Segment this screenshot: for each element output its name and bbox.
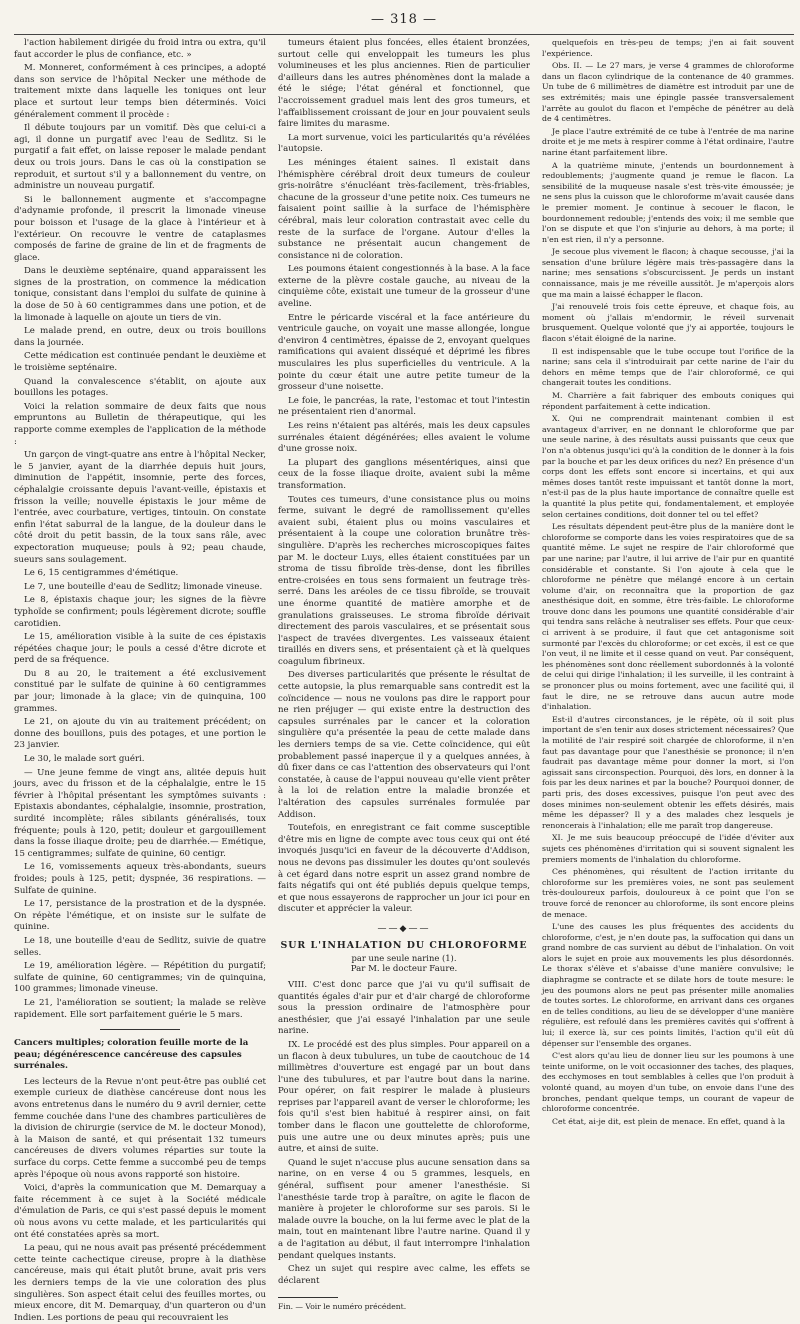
paragraph: Les reins n'étaient pas altérés, mais les deux capsules surrénales étaient dégénérées; elles avaient le volume d'une grosse noix.	[278, 421, 530, 455]
paragraph: Un garçon de vingt-quatre ans entre à l'hôpital Necker, le 5 janvier, ayant de la diarrhée depuis huit jours, diminution de l'appétit, insomnie, perte des forces, céphalalgie croissante depuis l'avant-veille, épistaxis et frisson la veille; nouvelle épistaxis le jour même de l'entrée, avec courbature, vertiges, tintouin. On constate enfin l'état saburral de la langue, de la douleur dans le côté droit du petit bassin, de la toux sans râle, avec expectoration muqueuse; pouls à 92; peau chaude, sueurs sans soulagement.	[14, 450, 266, 565]
paragraph: Les méninges étaient saines. Il existait dans l'hémisphère cérébral droit deux tumeurs de couleur gris-noirâtre s'énucléant très-facilement, très-friables, chacune de la grosseur d'une petite noix. Ces tumeurs ne faisaient point saillie à la surface de l'hémisphère cérébral, mais leur coloration contrastait avec celle du reste de la surface de l'organe. Autour d'elles la substance ne présentait aucun changement de consistance ni de coloration.	[278, 157, 530, 261]
column-right	[542, 38, 794, 1178]
paragraph: Voici, d'après la communication que M. Demarquay a faite récemment à ce sujet à la Société médicale d'émulation de Paris, ce qui s'est passé depuis le moment où nous avons vu cette malade, et les particularités qui ont été constatées après sa mort.	[14, 1183, 266, 1240]
column-middle	[278, 38, 530, 1312]
paragraph: La mort survenue, voici les particularités qu'a révélées l'autopsie.	[278, 132, 530, 155]
footnote-rule	[278, 1297, 338, 1298]
article-author: Par M. le docteur Faure.	[350, 963, 458, 974]
paragraph: Le 21, l'amélioration se soutient; la malade se relève rapidement. Elle sort parfaitement guérie le 5 mars.	[14, 997, 266, 1020]
paragraph: Les poumons étaient congestionnés à la base. A la face externe de la plèvre costale gauche, au niveau de la cinquième côte, existait une tumeur de la grosseur d'une aveline.	[278, 264, 530, 310]
paragraph: J'ai renouvelé trois fois cette épreuve, et chaque fois, au moment où j'allais m'endormir, le réveil survenait brusquement. Quelque volonté que j'y ai apportée, toujours le flacon s'était éloigné de la narine.	[542, 302, 794, 344]
paragraph: Le 16, vomissements aqueux très-abondants, sueurs froides; pouls à 125, petit; dyspnée, 36 respirations. — Sulfate de quinine.	[14, 862, 266, 896]
footnote: Fin. — Voir le numéro précédent.	[278, 1302, 407, 1312]
paragraph: C'est alors qu'au lieu de donner lieu sur les poumons à une teinte uniforme, on le voit occasionner des taches, des plaques, des ecchymoses en tout semblables à celles que l'on produit à volonté quand, au moyen d'un tube, on envoie dans l'une des bronches, pendant quelque temps, un courant de vapeur de chloroforme concentrée.	[542, 1051, 794, 1114]
paragraph: La plupart des ganglions mésentériques, ainsi que ceux de la fosse iliaque droite, avaient subi la même transformation.	[278, 457, 530, 491]
paragraph: Le 7, une bouteille d'eau de Sedlitz; limonade vineuse.	[24, 581, 263, 592]
paragraph: Toutefois, en enregistrant ce fait comme susceptible d'être mis en ligne de compte avec tous ceux qui ont été invoqués jusqu'ici en faveur de la découverte d'Addison, nous ne devons pas dissimuler les doutes qu'ont soulevés à cet égard dans notre esprit un assez grand nombre de faits négatifs qui ont été publiés depuis quelque temps, et que nous essayerons de rapprocher un jour ici pour en discuter et apprécier la valeur.	[278, 823, 530, 915]
section-heading: Cancers multiples; coloration feuille morte de la peau; dégénérescence cancéreuse des capsules surrénales.	[14, 1038, 249, 1072]
paragraph: XI. Je me suis beaucoup préoccupé de l'idée d'éviter aux sujets ces phénomènes d'irritation qui si souvent signalent les premiers moments de l'inhalation du chloroforme.	[542, 833, 794, 864]
paragraph: Le 6, 15 centigrammes d'émétique.	[24, 568, 179, 579]
paragraph: Cet état, ai-je dit, est plein de menace. En effet, quand à la	[552, 1116, 786, 1126]
paragraph: — Une jeune femme de vingt ans, alitée depuis huit jours, avec du frisson et de la céphalalgie, entre le 15 février à l'hôpital présentant les symptômes suivants : Epistaxis abondantes, céphalalgie, insomnie, prostration, surdité incomplète; râles sibilants généralisés, toux fréquente; pouls à 120, petit; douleur et gargouillement dans la fosse iliaque droite; peu de diarrhée.— Emétique, 15 centigrammes; sulfate de quinine, 60 centigr.	[14, 767, 266, 859]
paragraph: Le 8, épistaxis chaque jour; les signes de la fièvre typhoïde se confirment; pouls légèrement dicrote; souffle carotidien.	[14, 595, 266, 629]
paragraph: Obs. II. — Le 27 mars, je verse 4 grammes de chloroforme dans un flacon cylindrique de la contenance de 40 grammes. Un tube de 6 millimètres de diamètre est introduit par une de ses extrémités; mais une épingle passée transversalement l'arrête au goulot du flacon et l'empêche de pénétrer au delà de 4 centimètres.	[542, 61, 794, 124]
paragraph: A la quatrième minute, j'entends un bourdonnement à redoublements; j'augmente quand je remue le flacon. La sensibilité de la muqueuse nasale s'est très-vite émoussée; je ne sens plus la cuisson que le chloroforme m'avait causée dans le premier moment. Je continue à secouer le flacon, le bourdonnement redouble; j'entends des voix; il me semble que l'on se dispute et que l'on s'injurie au dehors, à ma porte; il n'en est rien, il n'y a personne.	[542, 160, 794, 244]
paragraph: Le 15, amélioration visible à la suite de ces épistaxis répétées chaque jour; le pouls a cessé d'être dicrote et perd de sa fréquence.	[14, 632, 266, 666]
ornament-divider: ——◆——	[377, 923, 431, 934]
paragraph: Il débute toujours par un vomitif. Dès que celui-ci a agi, il donne un purgatif avec l'eau de Sedlitz. Si le purgatif a fait effet, on laisse reposer le malade pendant deux ou trois jours. Dans le cas où la constipation se reproduit, et surtout s'il y a ballonnement du ventre, on administre un nouveau purgatif.	[14, 123, 266, 192]
paragraph: Les lecteurs de la Revue n'ont peut-être pas oublié cet exemple curieux de diathèse cancéreuse dont nous les avons entretenus dans le numéro du 9 avril dernier, cette femme couchée dans l'une des chambres particulières de la division de chirurgie (service de M. le docteur Monod), à la Maison de santé, et qui présentait 132 tumeurs cancéreuses de divers volumes réparties sur toute la surface du corps. Cette femme a succombé peu de temps après l'époque où nous avons rapporté son histoire.	[14, 1076, 266, 1180]
header-rule	[14, 34, 794, 35]
paragraph: Je place l'autre extrémité de ce tube à l'entrée de ma narine droite et je me mets à respirer comme à l'état ordinaire, l'autre narine étant parfaitement libre.	[542, 126, 794, 157]
paragraph: Quand la convalescence s'établit, on ajoute aux bouillons les potages.	[14, 376, 266, 399]
paragraph: Le 19, amélioration légère. — Répétition du purgatif; sulfate de quinine, 60 centigrammes; vin de quinquina, 100 grammes; limonade vineuse.	[14, 961, 266, 995]
paragraph: Est-il d'autres circonstances, je le répète, où il soit plus important de s'en tenir aux doses strictement nécessaires? Que la motilité de l'air respiré soit chargée de chloroforme, il n'en faut pas davantage pour que l'anesthésie se prononce; il n'en faudrait pas davantage même pour donner la mort, si l'on agissait sans circonspection. Pourquoi, dès lors, en donner à la fois par les deux narines et par la bouche? Pourquoi donner, de parti pris, des doses excessives, puisque l'on peut avec des doses minimes non-seulement obtenir les effets désirés, mais même les dépasser? Il y a des malades chez lesquels je renoncerais à l'inhalation; elle me paraît trop dangereuse.	[542, 714, 794, 830]
paragraph: Si le ballonnement augmente et s'accompagne d'adynamie profonde, il prescrit la limonade vineuse pour boisson et l'usage de la glace à l'intérieur et à l'extérieur. On recouvre le ventre de cataplasmes composés de farine de graine de lin et de fragments de glace.	[14, 194, 266, 263]
page-header	[14, 10, 794, 38]
paragraph: L'une des causes les plus fréquentes des accidents du chloroforme, c'est, je n'en doute pas, la suffocation qui dans un grand nombre de cas survient au début de l'inhalation. On voit alors le sujet en proie aux mouvements les plus désordonnés. Le thorax s'élève et s'abaisse d'une manière convulsive; le diaphragme se contracte et se dilate hors de toute mesure: le jeu des poumons alors ne peut pas présenter mille anomalies de toutes sortes. Le chloroforme, en arrivant dans ces organes en de telles conditions, au lieu de se développer d'une manière régulière, est refoulé dans les premières cavités qui s'offrent à lui; il exerce là, sur ces points limités, l'action qu'il eût dû dépenser sur l'ensemble des organes.	[542, 922, 794, 1048]
text-columns	[14, 38, 794, 1323]
paragraph: Toutes ces tumeurs, d'une consistance plus ou moins ferme, suivant le degré de ramollissement qu'elles avaient subi, étaient plus ou moins vasculaires et présentaient à la coupe une coloration brunâtre très-singulière. D'après les recherches microscopiques faites par M. le docteur Luys, elles étaient constituées par un stroma de tissu fibroïde très-dense, dont les fibrilles entre-croisées en tous sens formaient un feutrage très-serré. Dans les aréoles de ce tissu fibroïde, se trouvait une énorme quantité de matière amorphe et de granulations graisseuses. Le stroma fibroïde dérivait directement des parois vasculaires, et se présentait sous l'aspect de travées divergentes. Les vaisseaux étaient tiraillés en divers sens, et présentaient çà et là quelques coagulum fibrineux.	[278, 494, 530, 667]
paragraph: Ces phénomènes, qui résultent de l'action irritante du chloroforme sur les premières voies, ne sont pas seulement très-douloureux parfois, douloureux à ce point que l'on se trouve forcé de renoncer au chloroforme, ils sont encore pleins de menace.	[542, 867, 794, 919]
paragraph: Du 8 au 20, le traitement a été exclusivement constitué par le sulfate de quinine à 60 centigrammes par jour; limonade à la glace; vin de quinquina, 100 grammes.	[14, 668, 266, 714]
paragraph: La peau, qui ne nous avait pas présenté précédemment cette teinte cachectique cireuse, propre à la diathèse cancéreuse, mais qui était plutôt brune, avait pris vers les derniers temps de la vie une coloration des plus singulières. Son aspect était celui des feuilles mortes, ou mieux encore, dit M. Demarquay, d'un quarteron ou d'un Indien. Les portions de peau qui recouvraient les	[14, 1243, 266, 1323]
section-divider	[100, 1029, 180, 1030]
paragraph: M. Charrière a fait fabriquer des embouts coniques qui répondent parfaitement à cette indication.	[542, 391, 794, 411]
paragraph: quelquefois en très-peu de temps; j'en ai fait souvent l'expérience.	[542, 38, 794, 58]
paragraph: tumeurs étaient plus foncées, elles étaient bronzées, surtout celle qui enveloppait les tumeurs les plus volumineuses et les plus anciennes. Rien de particulier d'ailleurs dans les autres phénomènes dont la malade a été le siége; l'état général et fonctionnel, que l'accroissement graduel mais lent des gros tumeurs, et l'affaiblissement croissant de jour en jour pouvaient seuls faire limites du marasme.	[278, 38, 530, 130]
paragraph: M. Monneret, conformément à ces principes, a adopté dans son service de l'hôpital Necker une méthode de traitement mixte dans laquelle les toniques ont leur place et surtout leur temps bien déterminés. Voici généralement comment il procède :	[14, 63, 266, 120]
paragraph: VIII. C'est donc parce que j'ai vu qu'il suffisait de quantités égales d'air pur et d'air chargé de chloroforme sous la pression ordinaire de l'atmosphère pour anesthésier, que j'ai essayé l'inhalation par une seule narine.	[278, 979, 530, 1037]
paragraph: Dans le deuxième septénaire, quand apparaissent les signes de la prostration, on commence la médication tonique, consistant dans l'emploi du sulfate de quinine à la dose de 50 à 60 centigrammes dans une potion, et de la limonade à laquelle on ajoute un tiers de vin.	[14, 266, 266, 323]
article-subtitle: par une seule narine (1).	[351, 952, 457, 963]
paragraph: Voici la relation sommaire de deux faits que nous empruntons au Bulletin de thérapeutique, qui les rapporte comme exemples de l'application de la méthode :	[14, 401, 266, 447]
paragraph: IX. Le procédé est des plus simples. Pour appareil on a un flacon à deux tubulures, un tube de caoutchouc de 14 millimètres d'ouverture est engagé par un bout dans l'une des tubulures, et par l'autre bout dans la narine. Pour opérer, on fait respirer le malade à plusieurs reprises par l'appareil avant de verser le chloroforme; les fois qu'il s'est bien habitué à respirer ainsi, on fait tomber dans le flacon une gouttelette de chloroforme, puis une autre une ou deux minutes après; puis une autre, et ainsi de suite.	[278, 1039, 530, 1155]
paragraph: Il est indispensable que le tube occupe tout l'orifice de la narine; sans cela il s'introduirait par cette narine de l'air du dehors en même temps que de l'air chloroformé, ce qui changerait toutes les conditions.	[542, 346, 794, 388]
paragraph: X. Qui ne comprendrait maintenant combien il est avantageux d'arriver, en ne donnant le chloroforme que par une seule narine, à des résultats aussi puissants que ceux que l'on n'a obtenus jusqu'ici qu'à la condition de le donner à la fois par la bouche et par les deux orifices du nez? En présence d'un corps dont les effets sont encore si incertains, et qui aux mêmes doses tantôt reste impuissant et tantôt donne la mort, n'est-il pas de la plus haute importance de connaître quelle est la quantité la plus petite qui, fondamentalement, et employée selon certaines conditions, doit donner tel ou tel effet?	[542, 414, 794, 519]
paragraph: Le malade prend, en outre, deux ou trois bouillons dans la journée.	[14, 326, 266, 348]
paragraph: Entre le péricarde viscéral et la face antérieure du ventricule gauche, on voyait une masse allongée, longue d'environ 4 centimètres, épaisse de 2, envoyant quelques ramifications qui avaient disséqué et déprimé les fibres musculaires les plus superficielles du ventricule. A la pointe du cœur était une autre petite tumeur de la grosseur d'une noisette.	[278, 312, 530, 393]
paragraph: Quand le sujet n'accuse plus aucune sensation dans sa narine, on en verse 4 ou 5 grammes, lesquels, en général, suffisent pour amener l'anesthésie. Si l'anesthésie tarde trop à paraître, on agite le flacon de manière à projeter le chloroforme sur ses parois. Si le malade ouvre la bouche, on la lui ferme avec le plat de la main, tout en maintenant libre l'autre narine. Quand il y a de l'agitation au début, il faut interrompre l'inhalation pendant quelques instants.	[278, 1157, 530, 1261]
paragraph: Les résultats dépendent peut-être plus de la manière dont le chloroforme se comporte dans les voies respiratoires que de sa quantité même. Le sujet ne respire de l'air chloroformé que par une narine; par l'autre, il lui arrive de l'air pur en quantité considérable et constante. Si l'on ajoute à cela que le chloroforme ne pénètre que mélangé encore à un certain volume d'air, on reconnaîtra que la proportion de gaz anesthésique doit, en somme, être très-faible. Le chloroforme trouve donc dans les poumons une quantité considérable d'air qui tendra sans relâche à neutraliser ses effets. Pour que ceux-ci arrivent à se produire, il faut que cet antagonisme soit surmonté par l'excès du chloroforme; or cet excès, il est ce que l'on veut, il ne limite et il cesse quand on veut. Par conséquent, les phénomènes sont donc réellement subordonnés à la volonté de celui qui dirige l'inhalation; il les surveille, il les contraint à se prononcer plus ou moins fortement, avec une facilité qui, il faut le dire, ne se retrouve dans aucun autre mode d'inhalation.	[542, 522, 794, 712]
article-title: SUR L'INHALATION DU CHLOROFORME	[280, 939, 528, 951]
column-left	[14, 38, 266, 1323]
paragraph: Chez un sujet qui respire avec calme, les effets se déclarent	[278, 1264, 530, 1286]
paragraph: Le 18, une bouteille d'eau de Sedlitz, suivie de quatre selles.	[14, 935, 266, 958]
paragraph: l'action habilement dirigée du froid intra ou extra, qu'il faut accorder le plus de confiance, etc. »	[14, 38, 266, 60]
paragraph: Le 17, persistance de la prostration et de la dyspnée. On répète l'émétique, et on insiste sur le sulfate de quinine.	[14, 899, 266, 933]
paragraph: Le 30, le malade sort guéri.	[24, 754, 145, 765]
paragraph: Je secoue plus vivement le flacon; à chaque secousse, j'ai la sensation d'une brûlure légère mais très-passagère dans la narine; mes sensations s'obscurcissent. Je perds un instant connaissance, mais je me réveille aussitôt. Je m'aperçois alors que ma main a laissé échapper le flacon.	[542, 247, 794, 299]
page-number: — 318 —	[370, 12, 438, 27]
paragraph: Le foie, le pancréas, la rate, l'estomac et tout l'intestin ne présentaient rien d'anormal.	[278, 395, 530, 418]
paragraph: Cette médication est continuée pendant le deuxième et le troisième septénaire.	[14, 351, 266, 374]
paragraph: Le 21, on ajoute du vin au traitement précédent; on donne des bouillons, puis des potages, et une portion le 23 janvier.	[14, 717, 266, 751]
paragraph: Des diverses particularités que présente le résultat de cette autopsie, la plus remarquable sans contredit est la coïncidence — nous ne voulons pas dire le rapport pour ne rien préjuger — qui existe entre la destruction des capsules surrénales par le cancer et la coloration singulière qu'a présentée la peau de cette malade dans les derniers temps de sa vie. Cette coïncidence, qui eût probablement passé inaperçue il y a quelques années, à dû fixer dans ce cas l'attention des observateurs qui l'ont constatée, à cause de l'appui nouveau qu'elle vient prêter à la loi de relation entre la maladie bronzée et l'altération des capsules surrénales formulée par Addison.	[278, 670, 530, 820]
